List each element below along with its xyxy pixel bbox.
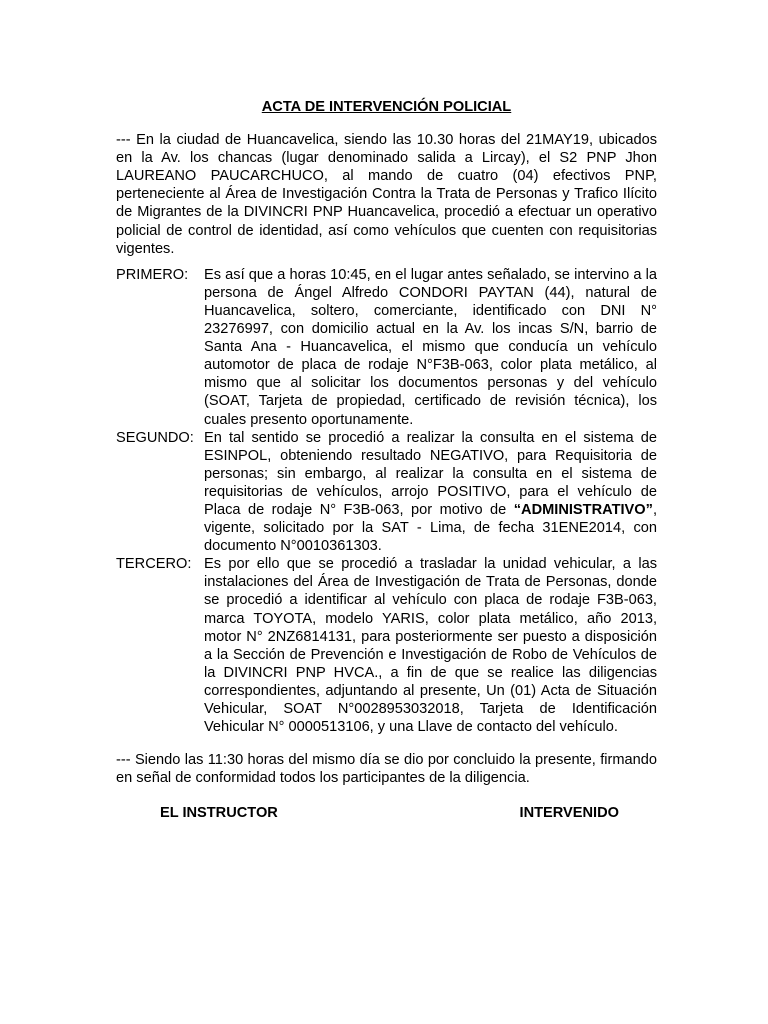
item-tercero	[116, 555, 657, 736]
item-label: PRIMERO:	[116, 266, 189, 283]
signature-instructor: EL INSTRUCTOR	[160, 805, 278, 822]
item-text: Es por ello que se procedió a trasladar la unidad vehicular, a las instalaciones del Área de Investigación de Trata de Personas, donde se procedió a identificar al vehículo con placa de rodaje F3B-063, marca TOYOTA, modelo YARIS, color plata metálico, año 2013, motor N° 2NZ6814131, para posteriormente ser puesto a disposición a la Sección de Prevención e Investigación de Robo de Vehículos de la DIVINCRI PNP HVCA., a fin de que se realice las diligencias correspondientes, adjuntando al presente, Un (01) Acta de Situación Vehicular, SOAT N°0028953032018, Tarjeta de Identificación Vehicular N° 0000513106, y una Llave de contacto del vehículo.	[204, 556, 657, 736]
intro-paragraph: --- En la ciudad de Huancavelica, siendo las 10.30 horas del 21MAY19, ubicados en la Av. los chancas (lugar denominado salida a Lircay), el S2 PNP Jhon LAUREANO PAUCARCHUCO, al mando de cuatro (04) efectivos PNP, perteneciente al Área de Investigación Contra la Trata de Personas y Trafico Ilícito de Migrantes de la DIVINCRI PNP Huancavelica, procedió a efectuar un operativo policial de control de identidad, así como vehículos que cuenten con requisitorias vigentes.	[116, 132, 657, 257]
item-text-part: En tal sentido se procedió a realizar la consulta en el sistema de ESINPOL, obteniendo resultado NEGATIVO, para Requisitoria de personas; sin embargo, al realizar la consulta en el sistema de requisitorias de vehículos, arrojo POSITIVO, para el vehículo de Placa de rodaje N° F3B-063, por motivo de	[204, 429, 657, 518]
signature-intervenido: INTERVENIDO	[519, 805, 619, 822]
item-segundo	[116, 429, 657, 556]
signature-block	[116, 804, 657, 822]
document-page	[116, 98, 657, 822]
item-label: TERCERO:	[116, 556, 192, 573]
item-primero	[116, 266, 657, 429]
closing-paragraph: --- Siendo las 11:30 horas del mismo día se dio por concluido la presente, firmando en señal de conformidad todos los participantes de la diligencia.	[116, 752, 657, 787]
numbered-items	[116, 266, 657, 736]
item-text	[204, 429, 657, 556]
item-label: SEGUNDO:	[116, 429, 194, 446]
document-title: ACTA DE INTERVENCIÓN POLICIAL	[261, 99, 512, 115]
item-text: Es así que a horas 10:45, en el lugar antes señalado, se intervino a la persona de Ángel Alfredo CONDORI PAYTAN (44), natural de Huancavelica, soltero, comerciante, identificado con DNI N° 23276997, con domicilio actual en la Av. los incas S/N, barrio de Santa Ana - Huancavelica, el mismo que conducía un vehículo automotor de placa de rodaje N°F3B-063, color plata metálico, al mismo que al solicitar los documentos personas y del vehículo (SOAT, Tarjeta de propiedad, certificado de revisión técnica), los cuales presento oportunamente.	[204, 266, 657, 428]
item-text-emphasis: “ADMINISTRATIVO”	[513, 501, 653, 518]
item-text-part: , vigente, solicitado por la SAT - Lima, de fecha 31ENE2014, con documento N°0010361303.	[204, 501, 657, 555]
